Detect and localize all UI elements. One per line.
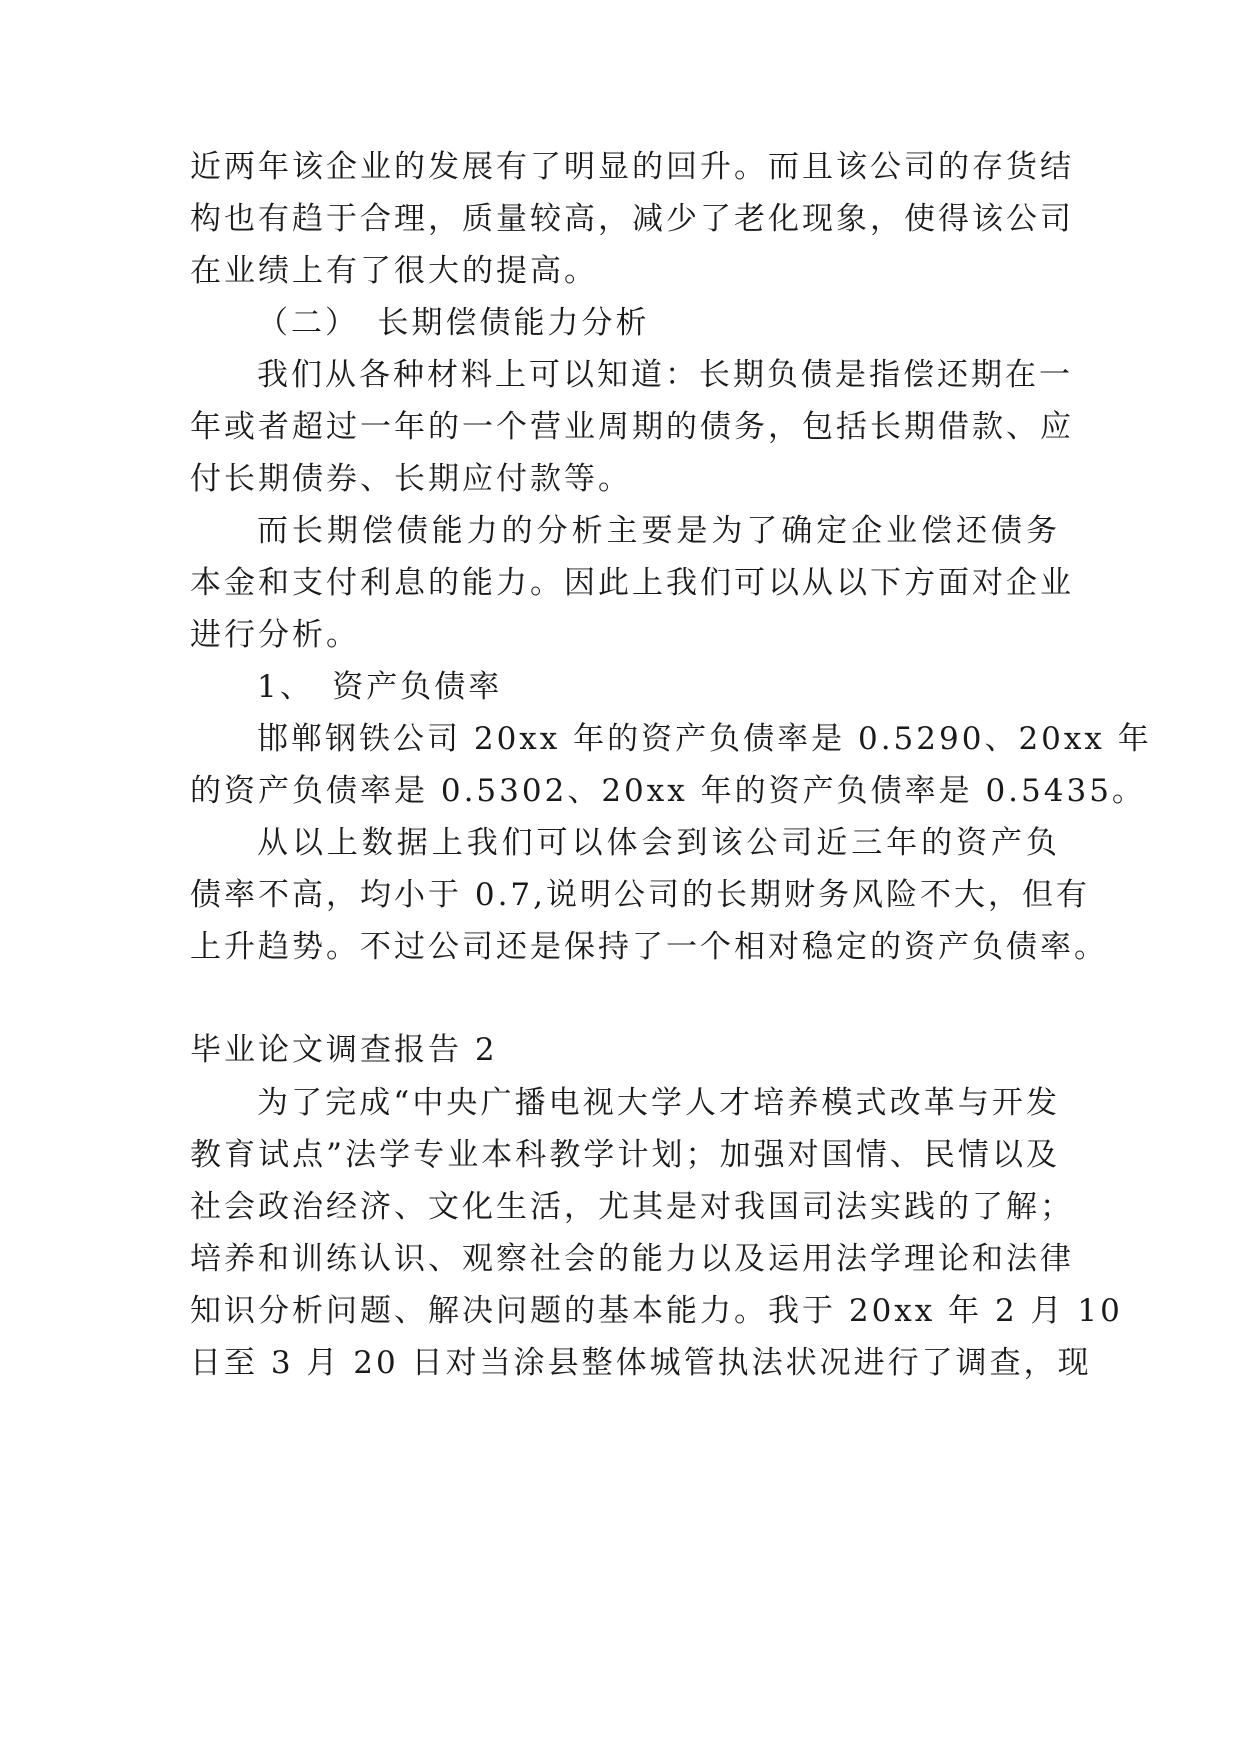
text-line: 构也有趋于合理，质量较高，减少了老化现象，使得该公司 (190, 201, 1074, 237)
text-line: 债率不高，均小于 0.7,说明公司的长期财务风险不大，但有 (190, 877, 1091, 913)
text-line: 邯郸钢铁公司 20xx 年的资产负债率是 0.5290、20xx 年 (257, 721, 1152, 757)
text-line: 为了完成“中央广播电视大学人才培养模式改革与开发 (257, 1085, 1060, 1121)
text-line: 进行分析。 (190, 617, 360, 653)
text-line: 的资产负债率是 0.5302、20xx 年的资产负债率是 0.5435。 (190, 773, 1146, 809)
text-line: 近两年该企业的发展有了明显的回升。而且该公司的存货结 (190, 149, 1074, 185)
text-line: 而长期偿债能力的分析主要是为了确定企业偿还债务 (257, 513, 1060, 549)
text-line: 社会政治经济、文化生活，尤其是对我国司法实践的了解； (190, 1189, 1074, 1225)
text-line: 上升趋势。不过公司还是保持了一个相对稳定的资产负债率。 (190, 929, 1108, 965)
text-line: 日至 3 月 20 日对当涂县整体城管执法状况进行了调查，现 (190, 1345, 1092, 1381)
subsection-heading-debt-ratio: 1、 资产负债率 (257, 669, 503, 705)
text-line: 教育试点”法学专业本科教学计划；加强对国情、民情以及 (190, 1137, 1060, 1173)
text-line: 知识分析问题、解决问题的基本能力。我于 20xx 年 2 月 10 (190, 1293, 1123, 1329)
text-line: 在业绩上有了很大的提高。 (190, 253, 598, 289)
text-line: 付长期债券、长期应付款等。 (190, 461, 632, 497)
text-line: 我们从各种材料上可以知道：长期负债是指偿还期在一 (257, 357, 1073, 393)
section-heading-long-term-solvency: （二） 长期偿债能力分析 (257, 305, 650, 341)
text-line: 培养和训练认识、观察社会的能力以及运用法学理论和法律 (190, 1241, 1074, 1277)
text-line: 本金和支付利息的能力。因此上我们可以从以下方面对企业 (190, 565, 1074, 601)
text-line: 从以上数据上我们可以体会到该公司近三年的资产负 (257, 825, 1060, 861)
text-line: 年或者超过一年的一个营业周期的债务，包括长期借款、应 (190, 409, 1074, 445)
report-title: 毕业论文调查报告 2 (190, 1032, 498, 1068)
